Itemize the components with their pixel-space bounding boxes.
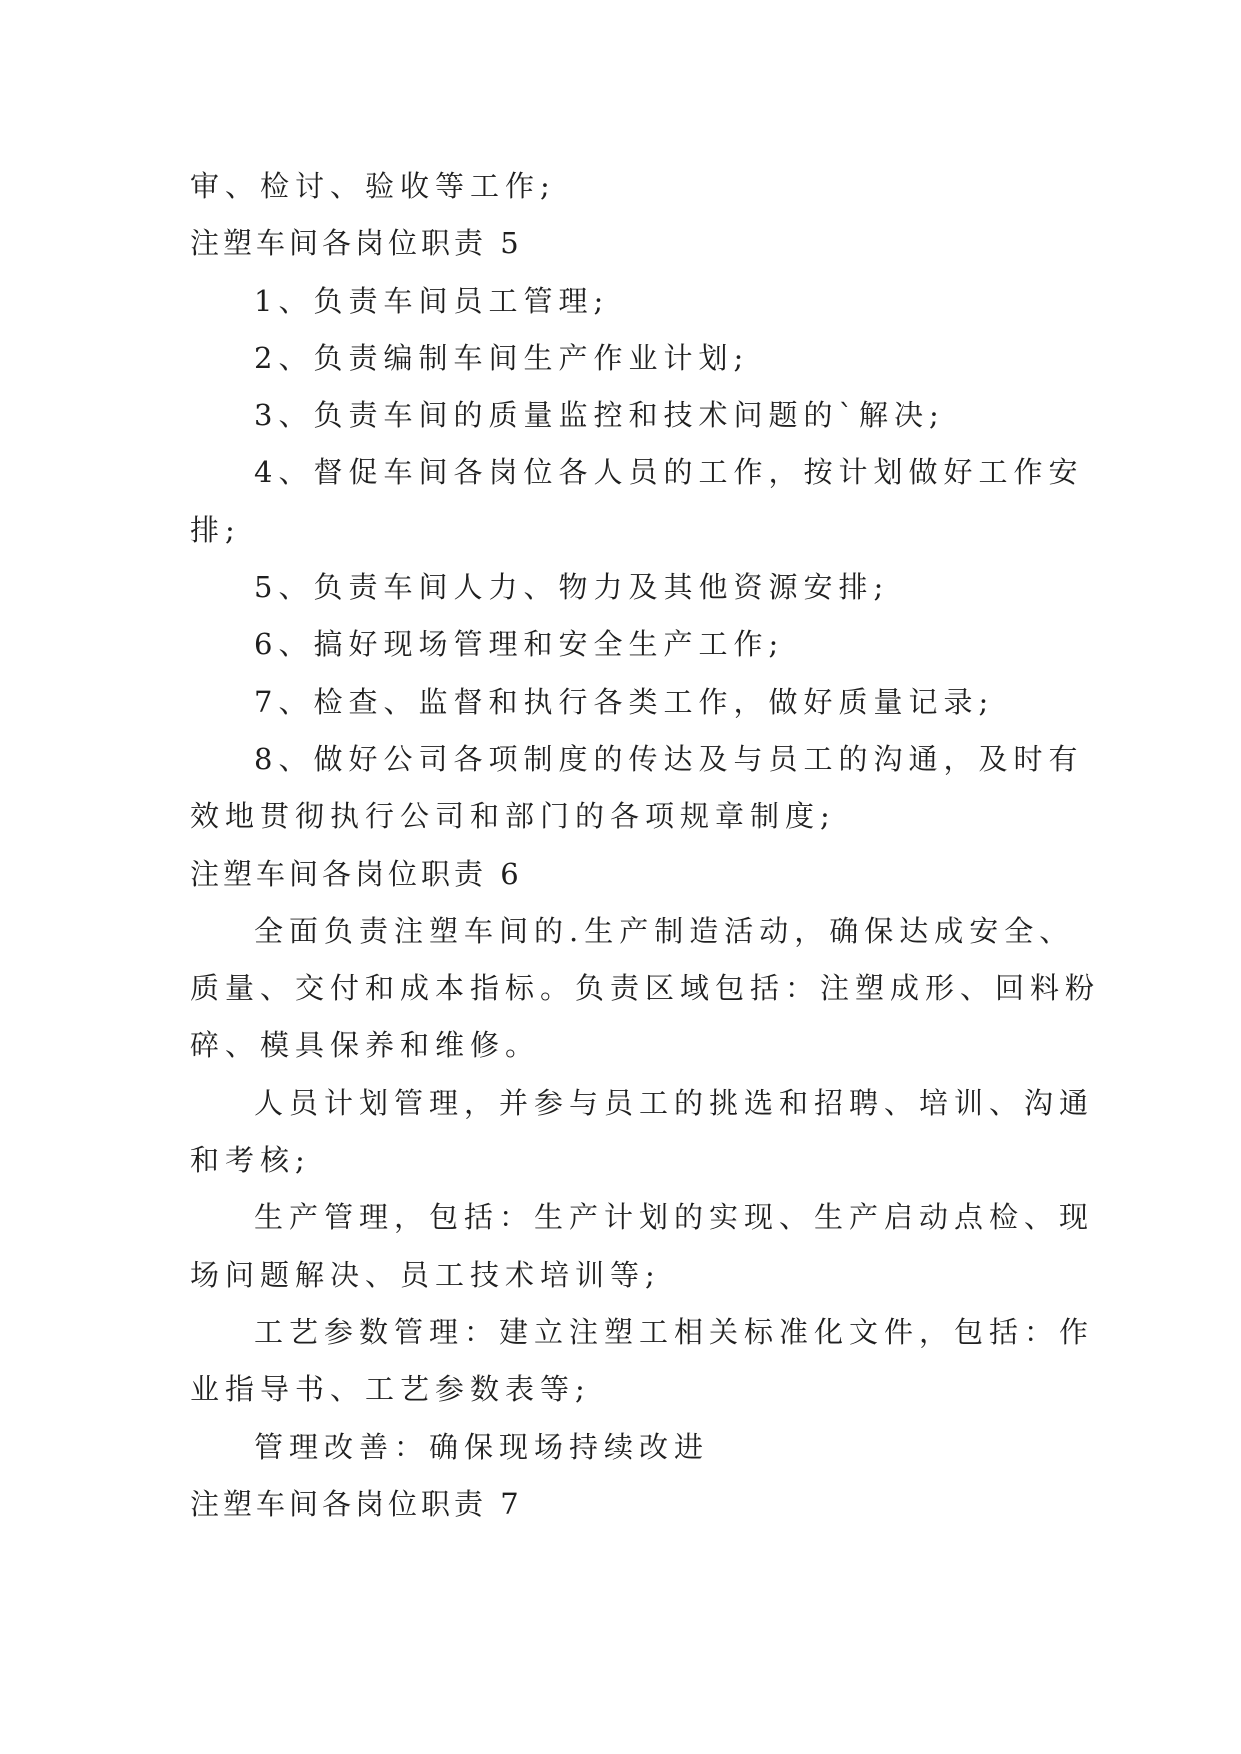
document-page [190,158,1101,1533]
text-line: 和考核; [190,1143,311,1178]
text-line: 审、检讨、验收等工作; [190,169,556,203]
text-line: 质量、交付和成本指标。负责区域包括：注塑成形、回料粉 [190,971,1101,1006]
text-line: 2、负责编制车间生产作业计划; [254,340,750,375]
section-heading: 注塑车间各岗位职责 6 [190,856,523,891]
text-line: 8、做好公司各项制度的传达及与员工的沟通，及时有 [254,741,1084,776]
text-line: 管理改善：确保现场持续改进 [254,1429,710,1464]
text-line: 全面负责注塑车间的.生产制造活动，确保达成安全、 [254,913,1075,948]
text-line: 4、督促车间各岗位各人员的工作，按计划做好工作安 [254,455,1084,490]
text-line: 5、负责车间人力、物力及其他资源安排; [254,570,890,605]
text-line: 效地贯彻执行公司和部门的各项规章制度; [190,799,836,834]
text-line: 工艺参数管理：建立注塑工相关标准化文件，包括：作 [254,1314,1095,1349]
text-line: 场问题解决、员工技术培训等; [190,1257,661,1292]
section-heading: 注塑车间各岗位职责 7 [190,1486,523,1521]
text-line: 7、检查、监督和执行各类工作，做好质量记录; [254,684,995,719]
text-line: 3、负责车间的质量监控和技术问题的`解决; [254,398,945,433]
text-line: 6、搞好现场管理和安全生产工作; [254,627,785,662]
text-line: 人员计划管理，并参与员工的挑选和招聘、培训、沟通 [254,1085,1095,1120]
text-line: 1、负责车间员工管理; [254,283,610,318]
text-line: 业指导书、工艺参数表等; [190,1372,591,1407]
text-line: 生产管理，包括：生产计划的实现、生产启动点检、现 [254,1200,1095,1235]
text-line: 碎、模具保养和维修。 [190,1028,541,1063]
text-line: 排; [190,512,241,547]
section-heading: 注塑车间各岗位职责 5 [190,226,523,261]
